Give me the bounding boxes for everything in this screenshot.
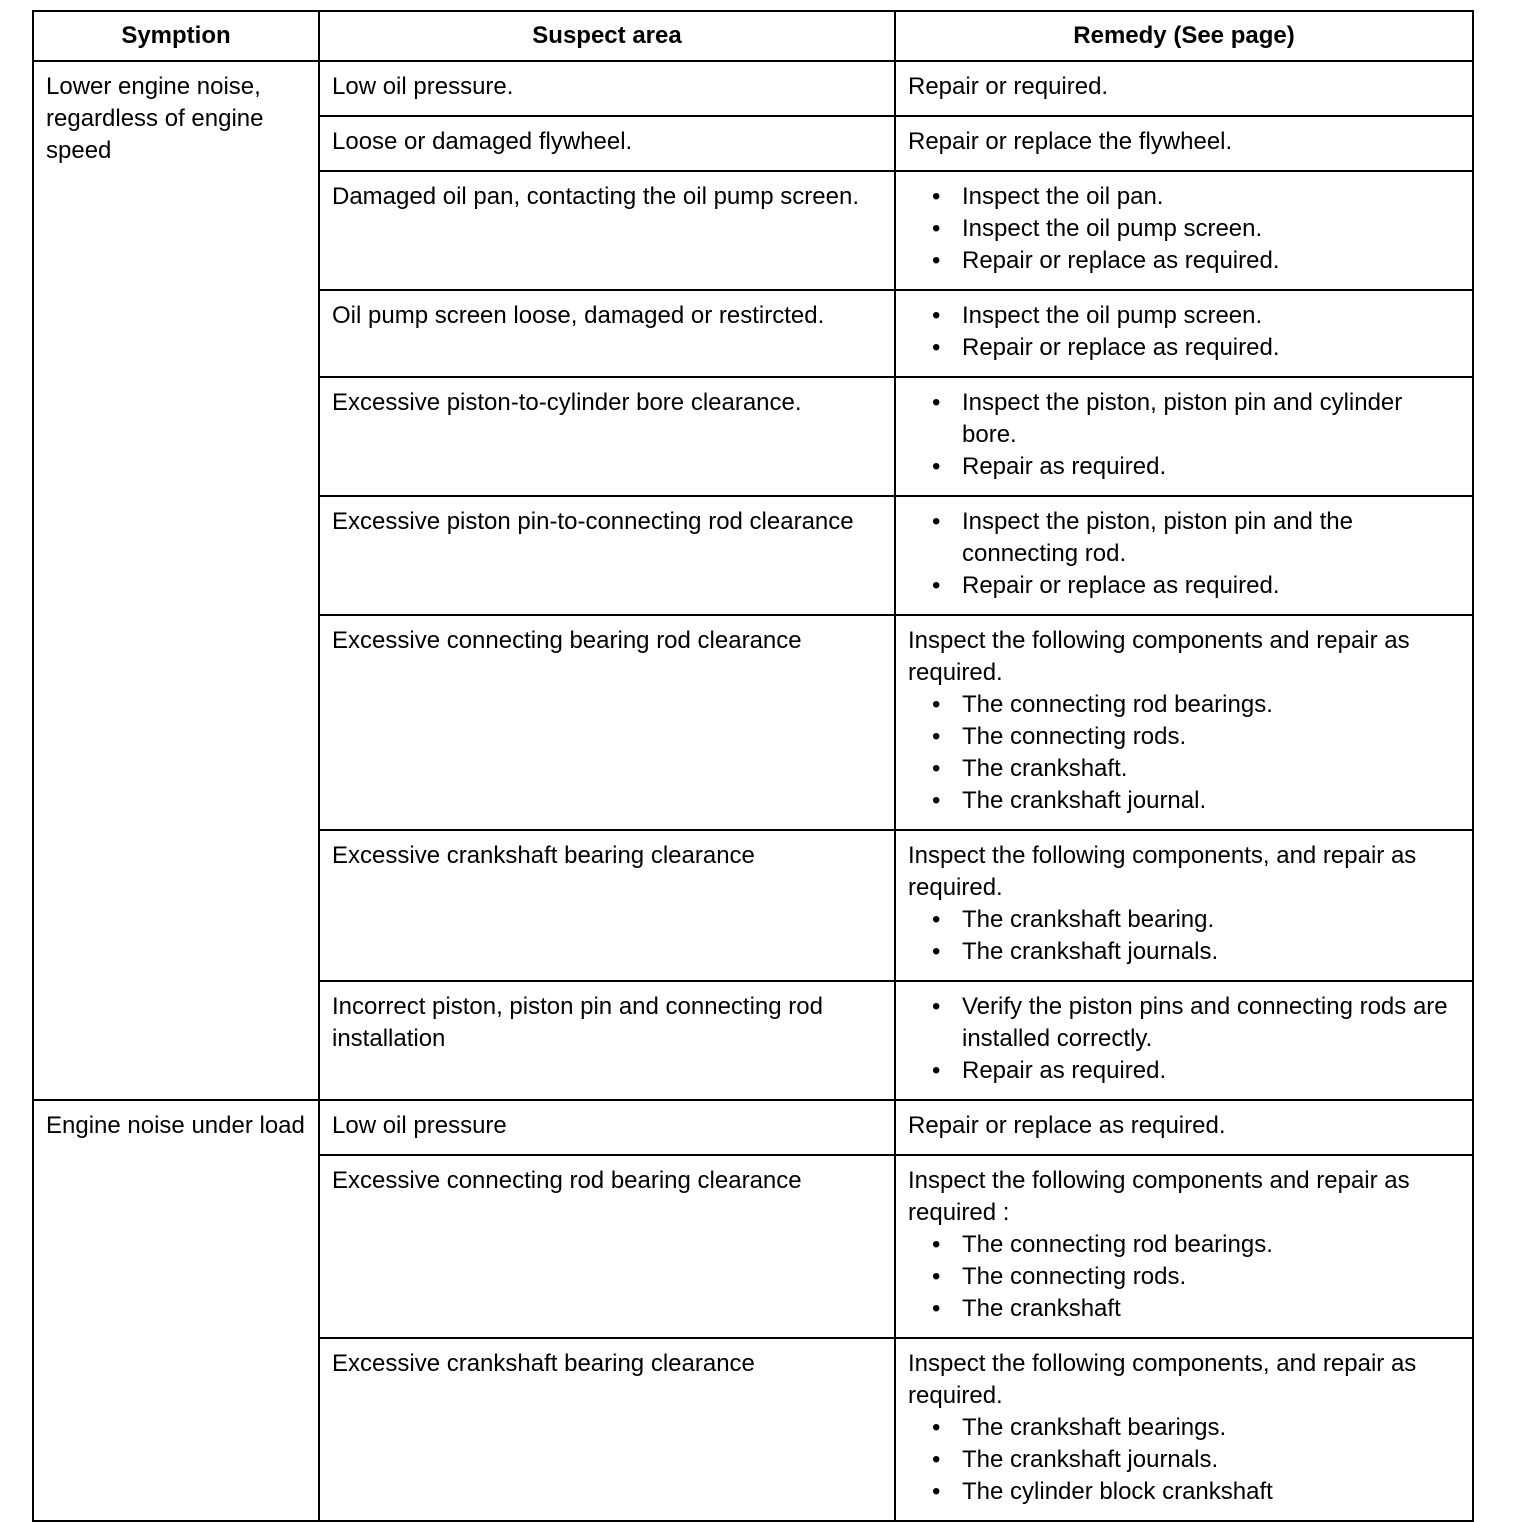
suspect-area-cell: Excessive crankshaft bearing clearance: [319, 1338, 895, 1521]
remedy-list-item: • Inspect the oil pump screen.: [932, 213, 1460, 245]
remedy-cell: [895, 116, 1473, 171]
suspect-area-cell: Excessive crankshaft bearing clearance: [319, 830, 895, 981]
remedy-cell: [895, 377, 1473, 496]
suspect-area-cell: Loose or damaged flywheel.: [319, 116, 895, 171]
remedy-list: [908, 300, 1460, 364]
suspect-area-cell: Excessive piston-to-cylinder bore clearance.: [319, 377, 895, 496]
remedy-list-item: • The crankshaft bearing.: [932, 904, 1460, 936]
remedy-list-item: • Repair or replace as required.: [932, 245, 1460, 277]
remedy-list-item: • Repair as required.: [932, 451, 1460, 483]
symptom-cell: Engine noise under load: [33, 1100, 319, 1521]
table-row: [33, 1100, 1473, 1155]
remedy-list-item: • The connecting rod bearings.: [932, 689, 1460, 721]
remedy-text: Inspect the following components and repair as required.: [908, 627, 1410, 686]
symptom-cell: Lower engine noise, regardless of engine speed: [33, 61, 319, 1100]
remedy-list-item: • Repair as required.: [932, 1055, 1460, 1087]
remedy-list: [908, 904, 1460, 968]
table-body: [33, 61, 1473, 1521]
header-remedy: Remedy (See page): [895, 11, 1473, 61]
remedy-list-item: • Repair or replace as required.: [932, 332, 1460, 364]
remedy-list-item: • Inspect the piston, piston pin and cylinder bore.: [932, 387, 1460, 451]
remedy-list: [908, 689, 1460, 817]
header-symptom: Symption: [33, 11, 319, 61]
remedy-text: Inspect the following components, and repair as required.: [908, 1350, 1417, 1409]
suspect-area-cell: Excessive piston pin-to-connecting rod clearance: [319, 496, 895, 615]
suspect-area-cell: Damaged oil pan, contacting the oil pump screen.: [319, 171, 895, 290]
table-row: [33, 61, 1473, 116]
remedy-list: [908, 387, 1460, 483]
header-suspect-area: Suspect area: [319, 11, 895, 61]
remedy-list-item: • The crankshaft journals.: [932, 936, 1460, 968]
remedy-text: Inspect the following components, and repair as required.: [908, 842, 1417, 901]
remedy-list-item: • Repair or replace as required.: [932, 570, 1460, 602]
remedy-list: [908, 991, 1460, 1087]
remedy-cell: [895, 981, 1473, 1100]
remedy-list: [908, 1229, 1460, 1325]
remedy-cell: [895, 1100, 1473, 1155]
remedy-cell: [895, 615, 1473, 830]
remedy-list-item: • Verify the piston pins and connecting rods are installed correctly.: [932, 991, 1460, 1055]
remedy-text: Inspect the following components and repair as required :: [908, 1167, 1410, 1226]
remedy-list-item: • Inspect the oil pump screen.: [932, 300, 1460, 332]
remedy-cell: [895, 61, 1473, 116]
remedy-cell: [895, 1155, 1473, 1338]
remedy-cell: [895, 830, 1473, 981]
remedy-list-item: • The cylinder block crankshaft: [932, 1476, 1460, 1508]
remedy-list: [908, 1412, 1460, 1508]
remedy-cell: [895, 171, 1473, 290]
remedy-list-item: • Inspect the piston, piston pin and the connecting rod.: [932, 506, 1460, 570]
remedy-list-item: • The crankshaft journal.: [932, 785, 1460, 817]
remedy-list-item: • The connecting rod bearings.: [932, 1229, 1460, 1261]
remedy-text: Repair or required.: [908, 73, 1109, 100]
remedy-list-item: • The connecting rods.: [932, 1261, 1460, 1293]
remedy-list-item: • The crankshaft journals.: [932, 1444, 1460, 1476]
remedy-list-item: • The crankshaft: [932, 1293, 1460, 1325]
remedy-list-item: • The crankshaft.: [932, 753, 1460, 785]
remedy-list: [908, 181, 1460, 277]
header-row: [33, 11, 1473, 61]
remedy-list-item: • Inspect the oil pan.: [932, 181, 1460, 213]
remedy-text: Repair or replace as required.: [908, 1112, 1226, 1139]
remedy-list: [908, 506, 1460, 602]
suspect-area-cell: Low oil pressure: [319, 1100, 895, 1155]
remedy-list-item: • The crankshaft bearings.: [932, 1412, 1460, 1444]
diagnosis-table: [32, 10, 1474, 1522]
remedy-list-item: • The connecting rods.: [932, 721, 1460, 753]
suspect-area-cell: Oil pump screen loose, damaged or restircted.: [319, 290, 895, 377]
suspect-area-cell: Low oil pressure.: [319, 61, 895, 116]
suspect-area-cell: Incorrect piston, piston pin and connecting rod installation: [319, 981, 895, 1100]
remedy-cell: [895, 290, 1473, 377]
suspect-area-cell: Excessive connecting bearing rod clearance: [319, 615, 895, 830]
remedy-cell: [895, 1338, 1473, 1521]
remedy-text: Repair or replace the flywheel.: [908, 128, 1233, 155]
suspect-area-cell: Excessive connecting rod bearing clearance: [319, 1155, 895, 1338]
remedy-cell: [895, 496, 1473, 615]
